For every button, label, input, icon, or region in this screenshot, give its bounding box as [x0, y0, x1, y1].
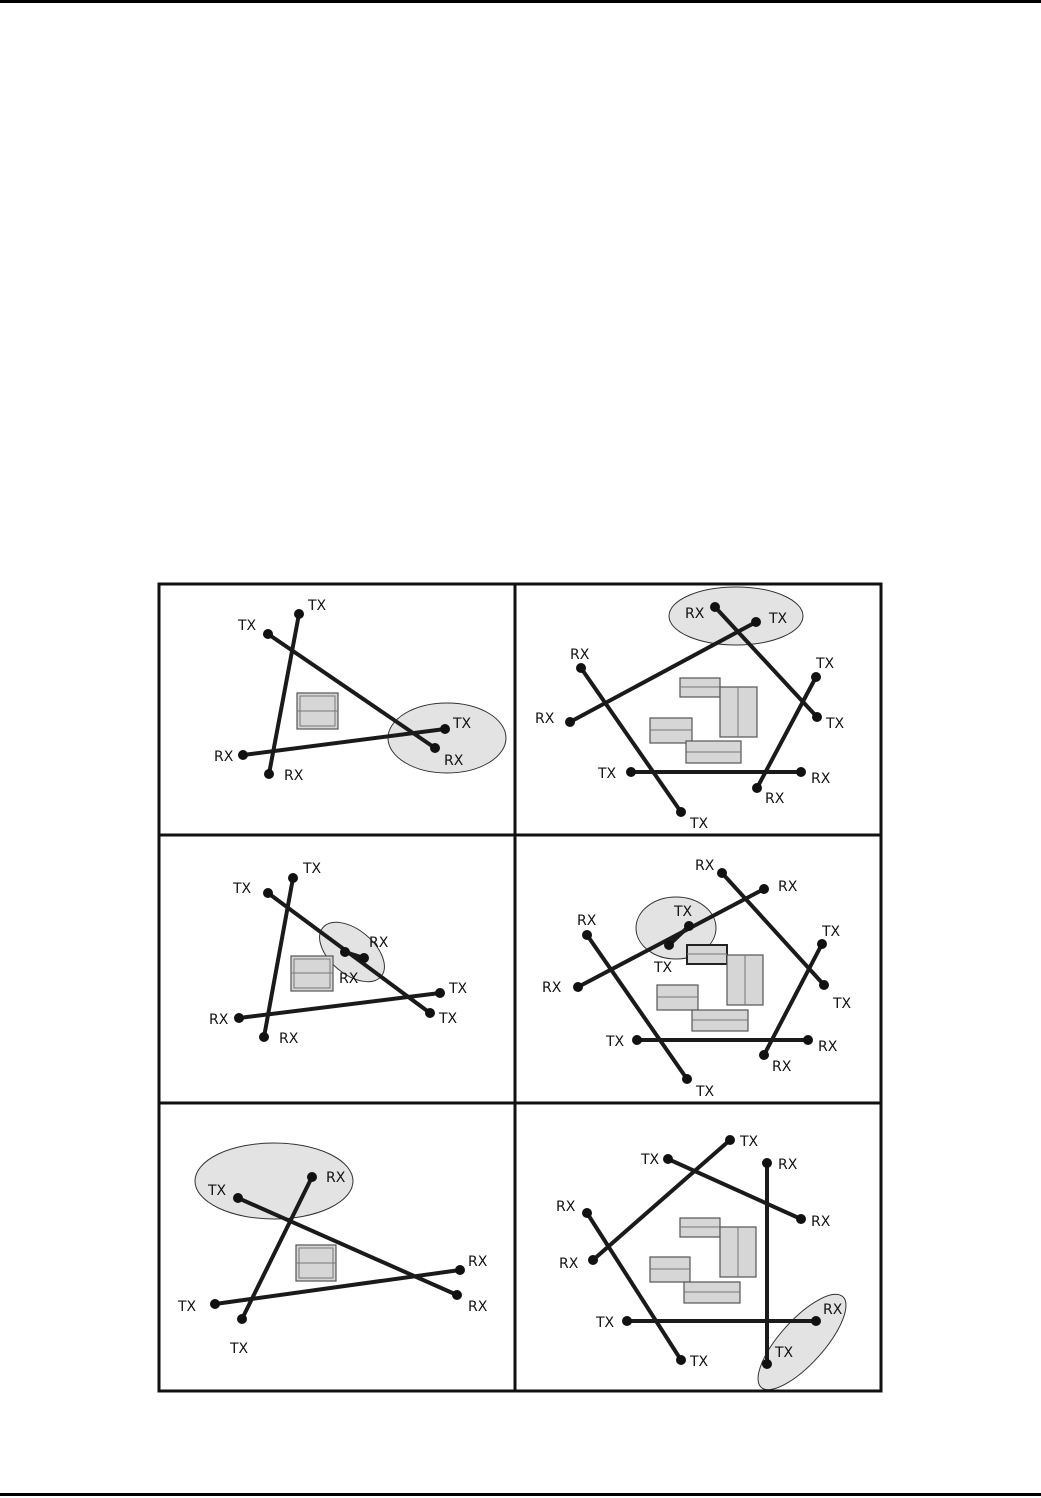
panel-middle-right	[542, 858, 852, 1100]
rx-label: RX	[209, 1012, 229, 1028]
rx-label: RX	[326, 1170, 346, 1186]
rx-node	[455, 1265, 465, 1275]
tx-label: TX	[233, 881, 252, 897]
bottom-rule	[0, 1493, 1041, 1496]
tx-label: TX	[308, 598, 327, 614]
link	[268, 634, 435, 748]
rx-label: RX	[559, 1256, 579, 1272]
tx-node	[626, 767, 636, 777]
tx-node	[440, 724, 450, 734]
rx-node	[573, 982, 583, 992]
rx-node	[565, 717, 575, 727]
tx-label: TX	[238, 618, 257, 634]
tx-node	[682, 1074, 692, 1084]
panel-top-left	[214, 598, 506, 784]
panel-top-right	[535, 587, 845, 832]
panel-bottom-right	[556, 1134, 859, 1402]
building	[297, 693, 338, 729]
rx-node	[359, 953, 369, 963]
rx-node	[582, 930, 592, 940]
rx-node	[576, 663, 586, 673]
rx-label: RX	[570, 647, 590, 663]
rx-node	[796, 767, 806, 777]
rx-label: RX	[823, 1302, 843, 1318]
tx-label: TX	[775, 1345, 794, 1361]
tx-node	[762, 1359, 772, 1369]
rx-node	[259, 1032, 269, 1042]
tx-node	[632, 1035, 642, 1045]
tx-node	[817, 939, 827, 949]
rx-label: RX	[468, 1254, 488, 1270]
rx-label: RX	[279, 1031, 299, 1047]
rx-node	[762, 1158, 772, 1168]
tx-label: TX	[230, 1341, 249, 1357]
rx-node	[803, 1035, 813, 1045]
tx-label: TX	[822, 924, 841, 940]
rx-node	[759, 884, 769, 894]
building	[650, 678, 757, 763]
tx-label: TX	[439, 1011, 458, 1027]
interference-zone	[745, 1282, 859, 1402]
rx-node	[307, 1172, 317, 1182]
tx-node	[664, 940, 674, 950]
tx-node	[210, 1299, 220, 1309]
tx-label: TX	[453, 716, 472, 732]
rx-node	[430, 743, 440, 753]
tx-label: TX	[596, 1315, 615, 1331]
tx-label: TX	[674, 904, 693, 920]
rx-label: RX	[444, 753, 464, 769]
rx-node	[752, 783, 762, 793]
tx-node	[622, 1316, 632, 1326]
tx-node	[725, 1135, 735, 1145]
rx-label: RX	[556, 1199, 576, 1215]
tx-node	[676, 807, 686, 817]
tx-node	[812, 712, 822, 722]
rx-label: RX	[778, 879, 798, 895]
rx-node	[582, 1208, 592, 1218]
tx-node	[425, 1008, 435, 1018]
tx-node	[237, 1314, 247, 1324]
tx-node	[811, 672, 821, 682]
rx-label: RX	[339, 971, 359, 987]
rx-label: RX	[811, 771, 831, 787]
tx-node	[684, 921, 694, 931]
panel-bottom-left	[177, 1143, 488, 1357]
building	[296, 1245, 336, 1281]
rx-label: RX	[765, 791, 785, 807]
tx-node	[294, 609, 304, 619]
tx-node	[663, 1154, 673, 1164]
tx-node	[288, 873, 298, 883]
tx-label: TX	[449, 981, 468, 997]
rx-node	[759, 1050, 769, 1060]
tx-label: TX	[740, 1134, 759, 1150]
rx-node	[588, 1255, 598, 1265]
building	[650, 1218, 756, 1303]
rx-node	[811, 1316, 821, 1326]
rx-label: RX	[284, 768, 304, 784]
tx-label: TX	[826, 716, 845, 732]
tx-label: TX	[606, 1034, 625, 1050]
link	[215, 1270, 460, 1304]
tx-label: TX	[690, 816, 709, 832]
tx-node	[435, 988, 445, 998]
tx-node	[751, 617, 761, 627]
link	[587, 1213, 681, 1360]
rx-label: RX	[818, 1039, 838, 1055]
tx-label: TX	[208, 1183, 227, 1199]
tx-label: TX	[696, 1084, 715, 1100]
rx-label: RX	[577, 913, 597, 929]
tx-label: TX	[769, 611, 788, 627]
tx-node	[233, 1193, 243, 1203]
tx-node	[263, 629, 273, 639]
rx-label: RX	[535, 711, 555, 727]
rx-label: RX	[369, 935, 389, 951]
rx-node	[238, 750, 248, 760]
rx-node	[717, 868, 727, 878]
tx-node	[819, 980, 829, 990]
tx-label: TX	[654, 960, 673, 976]
rx-label: RX	[542, 980, 562, 996]
rx-node	[796, 1214, 806, 1224]
link	[593, 1140, 730, 1260]
tx-node	[263, 888, 273, 898]
rx-node	[452, 1290, 462, 1300]
rx-node	[264, 769, 274, 779]
rx-node	[234, 1013, 244, 1023]
tx-label: TX	[303, 861, 322, 877]
tx-node	[676, 1355, 686, 1365]
rx-node	[710, 602, 720, 612]
building	[291, 956, 333, 991]
tx-label: TX	[178, 1299, 197, 1315]
rx-node	[340, 947, 350, 957]
rx-label: RX	[811, 1214, 831, 1230]
rx-label: RX	[772, 1059, 792, 1075]
panel-middle-left	[209, 861, 468, 1047]
tx-label: TX	[816, 656, 835, 672]
tx-label: TX	[833, 996, 852, 1012]
rx-label: RX	[778, 1157, 798, 1173]
tx-label: TX	[690, 1354, 709, 1370]
tx-label: TX	[641, 1152, 660, 1168]
rx-label: RX	[214, 749, 234, 765]
tx-label: TX	[598, 766, 617, 782]
link	[238, 1198, 457, 1295]
rx-label: RX	[685, 606, 705, 622]
rx-label: RX	[468, 1299, 488, 1315]
rx-label: RX	[695, 858, 715, 874]
